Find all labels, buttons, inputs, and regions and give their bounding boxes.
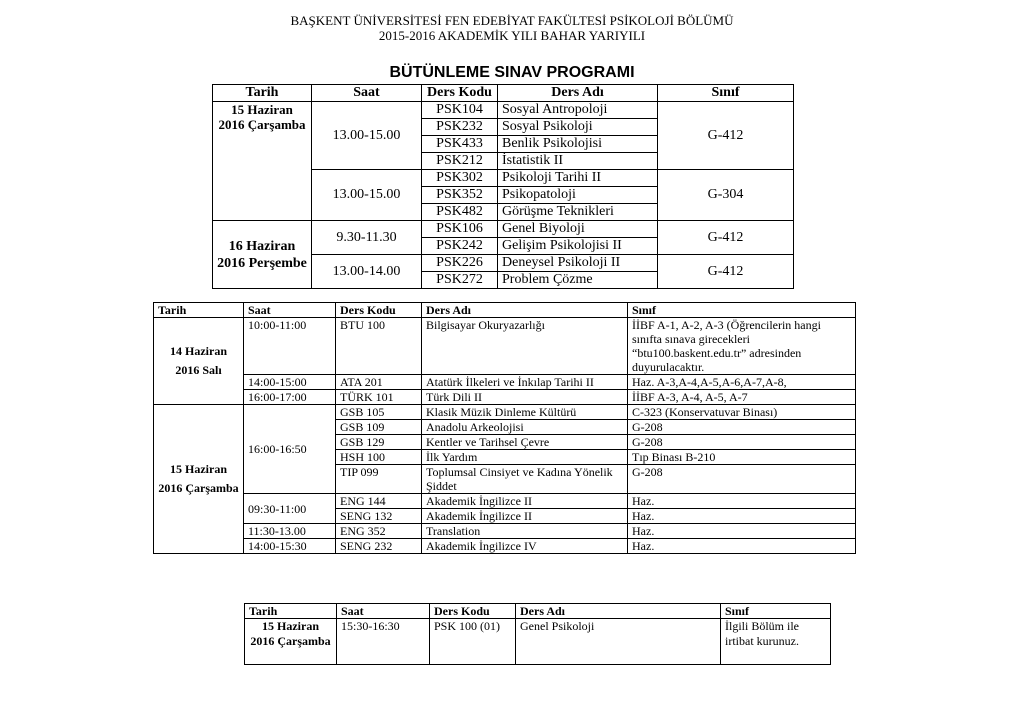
time-cell: 14:00-15:00 [244,375,336,390]
col-header-code: Ders Kodu [336,303,422,318]
room-cell: G-208 [628,465,856,494]
course-code: PSK226 [422,255,498,272]
col-header-date: Tarih [213,85,312,102]
course-code: PSK 100 (01) [430,619,516,665]
table-row [213,221,794,238]
course-code: HSH 100 [336,450,422,465]
course-name: Klasik Müzik Dinleme Kültürü [422,405,628,420]
time-cell: 10:00-11:00 [244,318,336,375]
room-cell: Haz. [628,539,856,554]
course-name: Psikoloji Tarihi II [498,170,658,187]
room-cell: C-323 (Konservatuvar Binası) [628,405,856,420]
room-cell: G-412 [658,255,794,289]
col-header-name: Ders Adı [422,303,628,318]
page-title: BÜTÜNLEME SINAV PROGRAMI [389,64,635,81]
course-code: PSK302 [422,170,498,187]
course-name: Toplumsal Cinsiyet ve Kadına Yönelik Şiddet [422,465,628,494]
course-name: Türk Dili II [422,390,628,405]
course-name: Problem Çözme [498,272,658,289]
table-header-row [154,303,856,318]
table-row [213,102,794,119]
col-header-room: Sınıf [628,303,856,318]
course-name: Akademik İngilizce IV [422,539,628,554]
col-header-code: Ders Kodu [422,85,498,102]
course-name: Psikopatoloji [498,187,658,204]
table-row [154,405,856,420]
course-code: SENG 132 [336,509,422,524]
course-code: PSK482 [422,204,498,221]
table-row [154,539,856,554]
course-name: Genel Psikoloji [516,619,721,665]
course-name: İstatistik II [498,153,658,170]
time-cell: 16:00-16:50 [244,405,336,494]
course-code: PSK104 [422,102,498,119]
course-code: PSK352 [422,187,498,204]
col-header-time: Saat [244,303,336,318]
room-cell: Haz. [628,509,856,524]
course-name: Gelişim Psikolojisi II [498,238,658,255]
room-cell: İlgili Bölüm ile irtibat kurunuz. [721,619,831,665]
table-row [154,318,856,375]
course-code: TIP 099 [336,465,422,494]
col-header-room: Sınıf [658,85,794,102]
course-code: BTU 100 [336,318,422,375]
course-name: Akademik İngilizce II [422,494,628,509]
course-code: PSK272 [422,272,498,289]
general-psychology-exam-table [244,603,831,665]
room-cell: G-208 [628,435,856,450]
course-code: PSK232 [422,119,498,136]
course-name: Benlik Psikolojisi [498,136,658,153]
course-code: PSK242 [422,238,498,255]
room-cell: G-412 [658,102,794,170]
time-cell: 13.00-15.00 [312,170,422,221]
time-cell: 11:30-13.00 [244,524,336,539]
course-code: ENG 352 [336,524,422,539]
col-header-date: Tarih [154,303,244,318]
room-cell: Haz. [628,524,856,539]
time-cell: 13.00-14.00 [312,255,422,289]
course-name: Sosyal Psikoloji [498,119,658,136]
date-cell: 15 Haziran 2016 Çarşamba [154,405,244,554]
table-header-row [213,85,794,102]
room-cell: G-304 [658,170,794,221]
col-header-time: Saat [337,604,430,619]
course-name: Deneysel Psikoloji II [498,255,658,272]
course-code: TÜRK 101 [336,390,422,405]
course-name: Görüşme Teknikleri [498,204,658,221]
date-cell: 15 Haziran 2016 Çarşamba [245,619,337,665]
col-header-code: Ders Kodu [430,604,516,619]
course-code: SENG 232 [336,539,422,554]
course-name: Atatürk İlkeleri ve İnkılap Tarihi II [422,375,628,390]
course-name: Translation [422,524,628,539]
course-code: PSK106 [422,221,498,238]
time-cell: 14:00-15:30 [244,539,336,554]
course-name: Genel Biyoloji [498,221,658,238]
table-row [154,524,856,539]
time-cell: 13.00-15.00 [312,102,422,170]
table-row [154,390,856,405]
room-cell: G-412 [658,221,794,255]
common-courses-exam-table [153,302,856,554]
date-cell: 16 Haziran 2016 Perşembe [213,221,312,289]
room-cell: İİBF A-1, A-2, A-3 (Öğrencilerin hangi sınıfta sınava girecekleri “btu100.baskent.edu.tr” adresinden duyurulacaktır. [628,318,856,375]
course-name: Kentler ve Tarihsel Çevre [422,435,628,450]
room-cell: G-208 [628,420,856,435]
col-header-date: Tarih [245,604,337,619]
col-header-name: Ders Adı [498,85,658,102]
course-code: GSB 109 [336,420,422,435]
col-header-time: Saat [312,85,422,102]
course-name: Sosyal Antropoloji [498,102,658,119]
course-code: ENG 144 [336,494,422,509]
time-cell: 16:00-17:00 [244,390,336,405]
room-cell: Haz. A-3,A-4,A-5,A-6,A-7,A-8, [628,375,856,390]
room-cell: İİBF A-3, A-4, A-5, A-7 [628,390,856,405]
time-cell: 9.30-11.30 [312,221,422,255]
time-cell: 09:30-11:00 [244,494,336,524]
course-code: GSB 105 [336,405,422,420]
course-name: Akademik İngilizce II [422,509,628,524]
room-cell: Tıp Binası B-210 [628,450,856,465]
table-row [154,375,856,390]
table-row [245,619,831,665]
course-code: GSB 129 [336,435,422,450]
semester-header: 2015-2016 AKADEMİK YILI BAHAR YARIYILI [378,28,646,43]
table-row [154,494,856,509]
course-code: ATA 201 [336,375,422,390]
table-header-row [245,604,831,619]
course-name: İlk Yardım [422,450,628,465]
date-cell: 15 Haziran 2016 Çarşamba [213,102,312,221]
course-name: Anadolu Arkeolojisi [422,420,628,435]
course-code: PSK212 [422,153,498,170]
time-cell: 15:30-16:30 [337,619,430,665]
col-header-name: Ders Adı [516,604,721,619]
col-header-room: Sınıf [721,604,831,619]
course-name: Bilgisayar Okuryazarlığı [422,318,628,375]
course-code: PSK433 [422,136,498,153]
psychology-exam-table [212,84,794,289]
faculty-header: BAŞKENT ÜNİVERSİTESİ FEN EDEBİYAT FAKÜLTESİ PSİKOLOJİ BÖLÜMÜ [290,13,734,28]
date-cell: 14 Haziran 2016 Salı [154,318,244,405]
room-cell: Haz. [628,494,856,509]
